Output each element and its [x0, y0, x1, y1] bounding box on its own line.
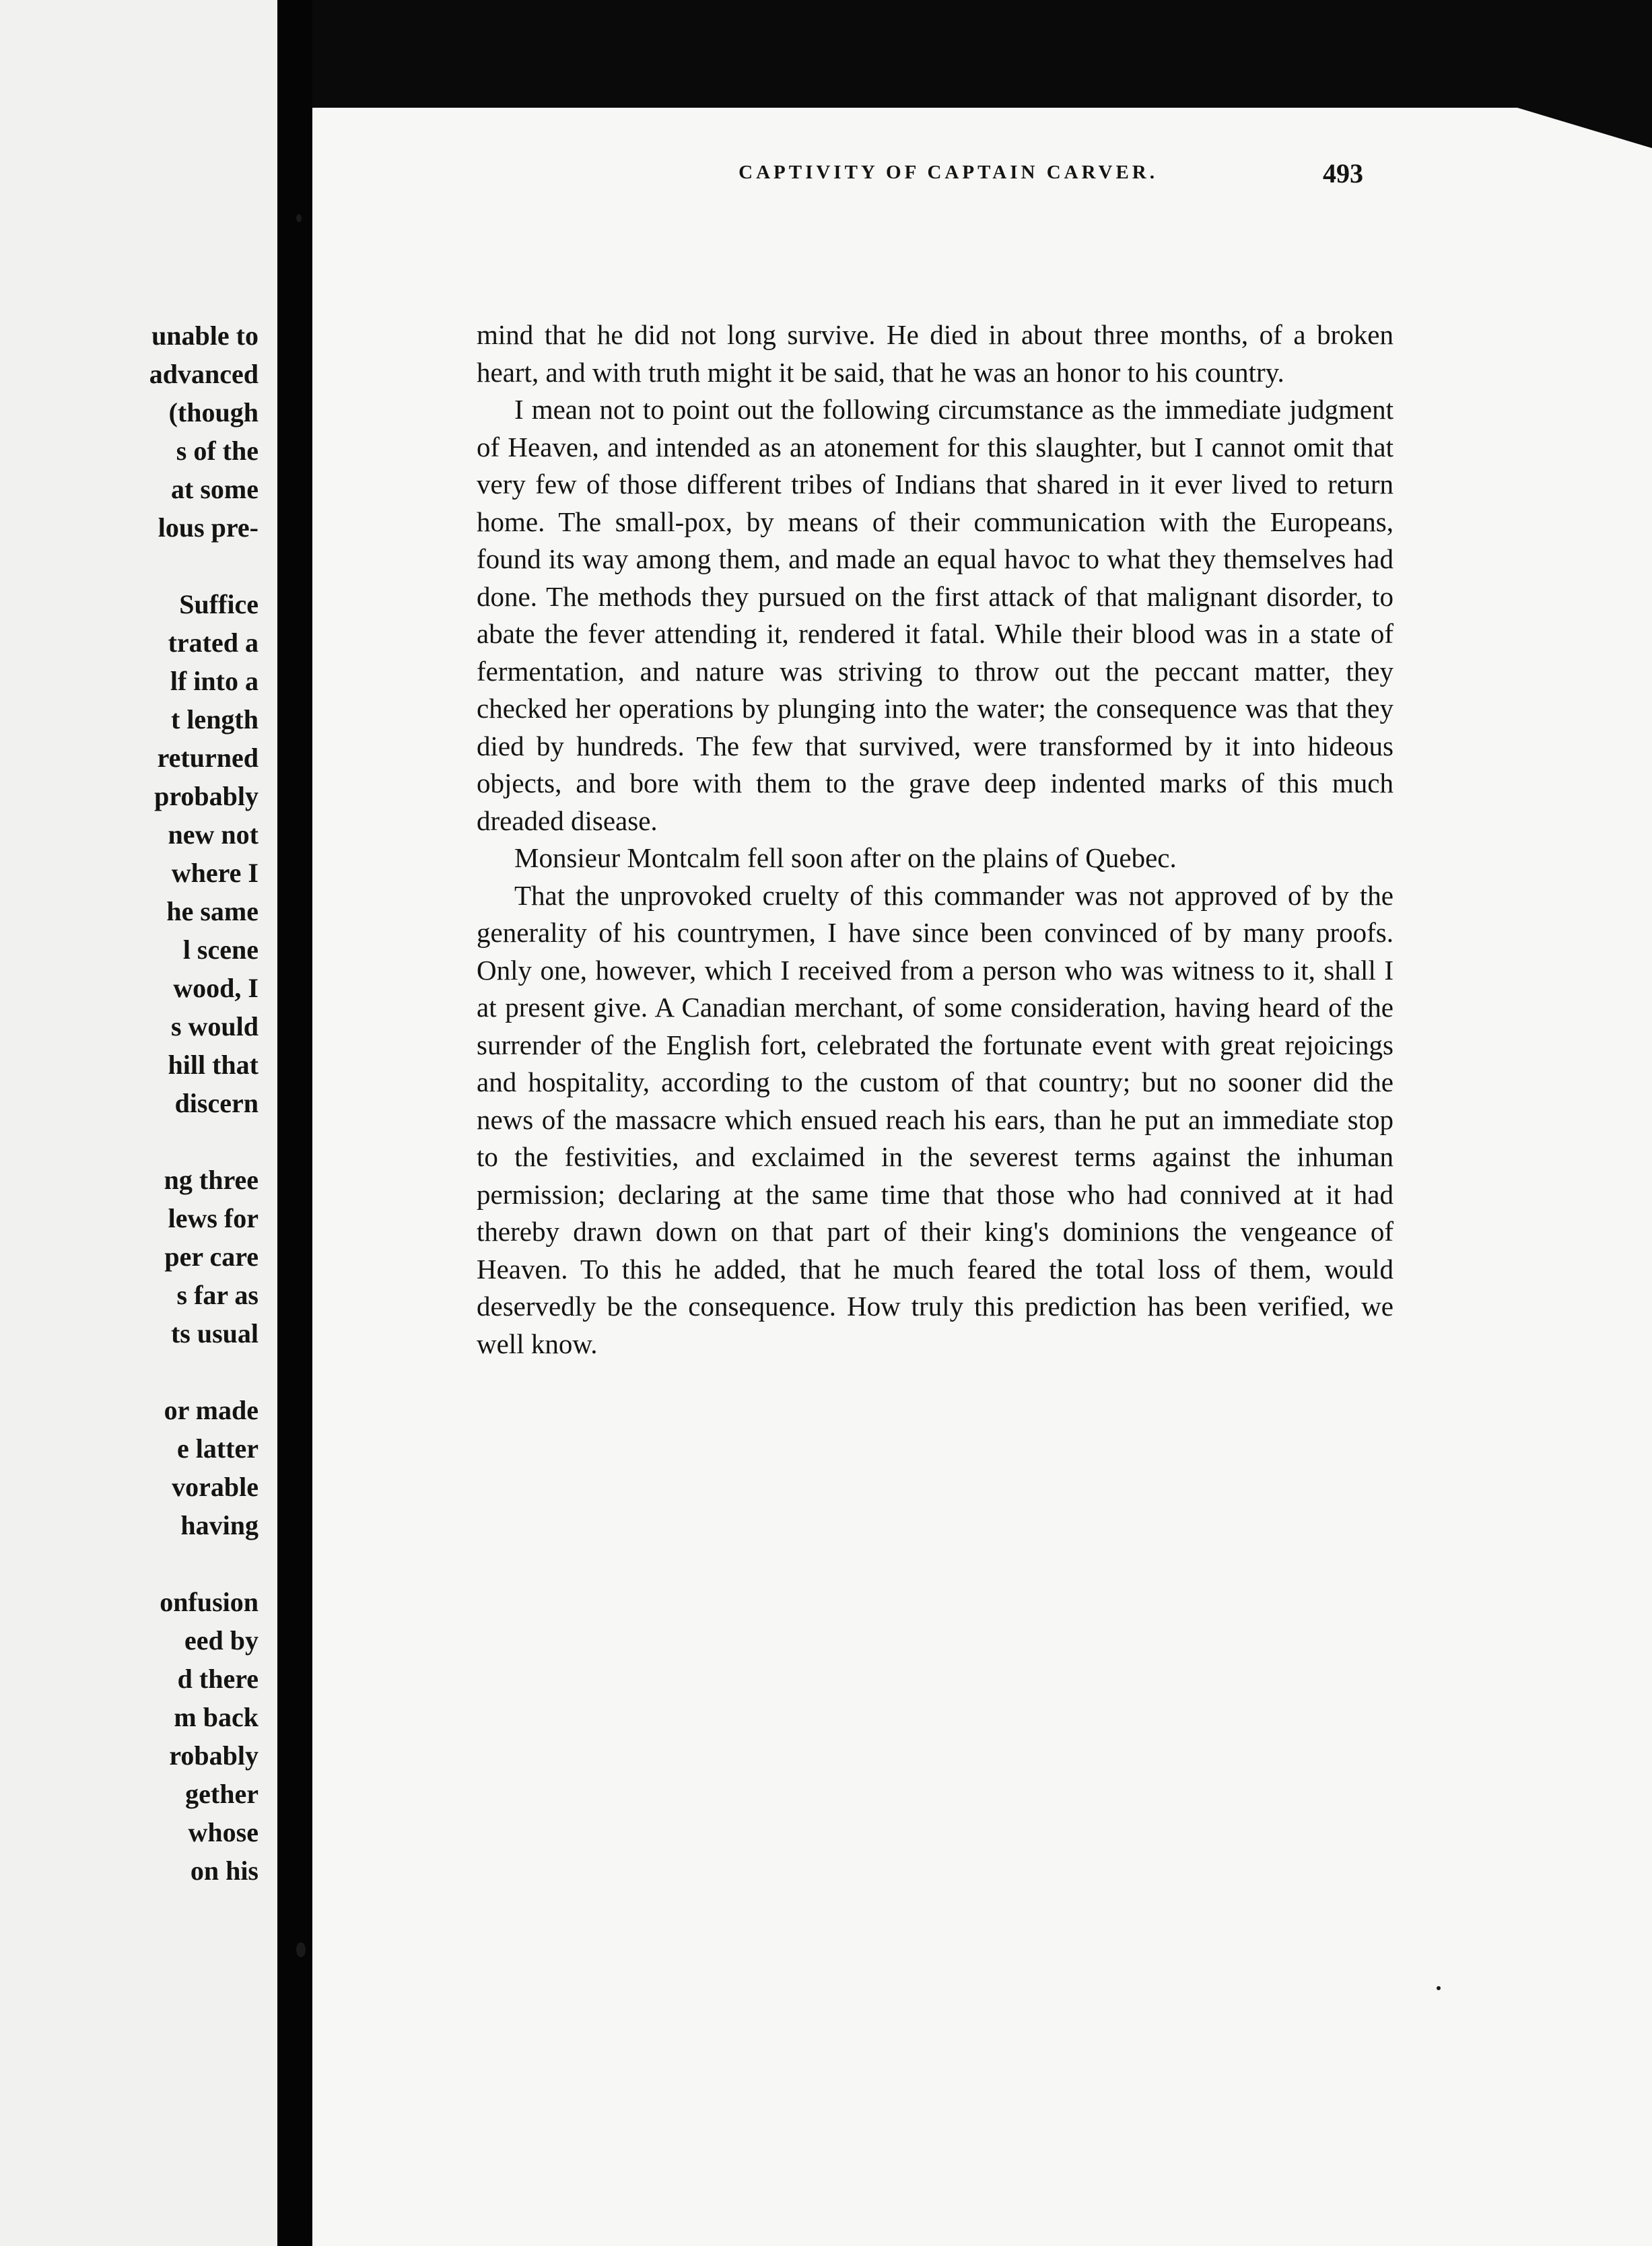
left-page-fragment: l scene [182, 934, 259, 965]
ink-speck [1437, 1986, 1441, 1990]
left-page-fragment: new not [168, 819, 259, 850]
left-page-fragment: t length [171, 704, 259, 735]
left-page-fragment: wood, I [173, 973, 259, 1003]
left-page-fragment: trated a [168, 627, 259, 658]
ink-speck [296, 214, 302, 222]
left-page-fragment: lf into a [170, 666, 259, 696]
left-page-fragment: lews for [168, 1203, 259, 1233]
left-page-gap [149, 1544, 259, 1583]
left-page-text-fragments [149, 316, 259, 1890]
left-page-fragment: (though [168, 397, 259, 428]
paragraph-1: mind that he did not long survive. He died in about three months, of a broken heart, and with truth might it be said, that he was an honor to his country. [477, 319, 1393, 388]
left-page-fragment: per care [164, 1241, 259, 1272]
left-page-fragment: lous pre- [158, 512, 259, 543]
ink-speck [296, 1942, 306, 1957]
left-page-fragment: unable to [151, 320, 259, 351]
left-page-fragment: s would [170, 1011, 259, 1042]
left-page-fragment: returned [157, 743, 259, 773]
left-page [0, 0, 277, 2246]
left-page-fragment: Suffice [179, 589, 259, 619]
left-page-fragment: probably [154, 781, 259, 811]
paragraph-4: That the unprovoked cruelty of this commander was not approved of by the generality of his countrymen, I have since been convinced of by many proofs. Only one, however, which I received from a person who was witness to it, shall I at present give. A Canadian merchant, of some consideration, having heard of the surrender of the English fort, celebrated the fortunate event with great rejoicings and hospitality, according to the custom of that country; but no sooner did the news of the massacre which ensued reach his ears, than he put an immediate stop to the festivities, and exclaimed in the severest terms against the inhuman permission; declaring at the same time that those who had connived at it had thereby drawn down on that part of their king's dominions the vengeance of Heaven. To this he added, that he much feared the total loss of them, would deservedly be the consequence. How truly this prediction has been verified, we well know. [477, 879, 1393, 1359]
left-page-fragment: or made [164, 1395, 259, 1425]
left-page-fragment: onfusion [160, 1587, 259, 1617]
left-page-fragment: discern [174, 1088, 259, 1118]
left-page-fragment: e latter [176, 1433, 259, 1464]
left-page-fragment: having [180, 1510, 259, 1540]
left-page-fragment: ng three [164, 1165, 259, 1195]
left-page-fragment: ts usual [170, 1318, 259, 1349]
left-page-fragment: hill that [168, 1050, 259, 1080]
left-page-fragment: d there [177, 1664, 259, 1694]
left-page-fragment: eed by [184, 1625, 259, 1656]
left-page-fragment: robably [169, 1740, 259, 1771]
running-head: CAPTIVITY OF CAPTAIN CARVER. [738, 162, 1158, 183]
left-page-fragment: m back [174, 1702, 259, 1732]
paragraph-3: Monsieur Montcalm fell soon after on the plains of Quebec. [514, 842, 1177, 873]
left-page-gap [149, 1353, 259, 1391]
left-page-fragment: where I [171, 858, 259, 888]
left-page-fragment: he same [166, 896, 259, 926]
page-number: 493 [1323, 158, 1363, 189]
left-page-fragment: advanced [149, 359, 259, 389]
left-page-gap [149, 547, 259, 585]
left-page-fragment: vorable [172, 1472, 259, 1502]
left-page-fragment: on his [190, 1856, 259, 1886]
left-page-fragment: s of the [176, 436, 259, 466]
paragraph-2: I mean not to point out the following circumstance as the immediate judgment of Heaven, and intended as an atonement for this slaughter, but I cannot omit that very few of those different tribes of Indians that shared in it ever lived to return home. The small-pox, by means of their communication with the Europeans, found its way among them, and made an equal havoc to what they themselves had done. The methods they pursued on the first attack of that malignant disorder, to abate the fever attending it, rendered it fatal. While their blood was in a state of fermentation, and nature was striving to throw out the peccant matter, they checked her operations by plunging into the water; the consequence was that they died by hundreds. The few that survived, were transformed by it into hideous objects, and bore with them to the grave deep indented marks of this much dreaded disease. [477, 394, 1393, 836]
left-page-gap [149, 1122, 259, 1161]
left-page-fragment: whose [188, 1817, 259, 1847]
body-text [477, 316, 1393, 1363]
left-page-fragment: at some [171, 474, 259, 504]
book-spine-gutter [277, 0, 312, 2246]
left-page-fragment: gether [185, 1779, 259, 1809]
left-page-fragment: s far as [176, 1280, 259, 1310]
